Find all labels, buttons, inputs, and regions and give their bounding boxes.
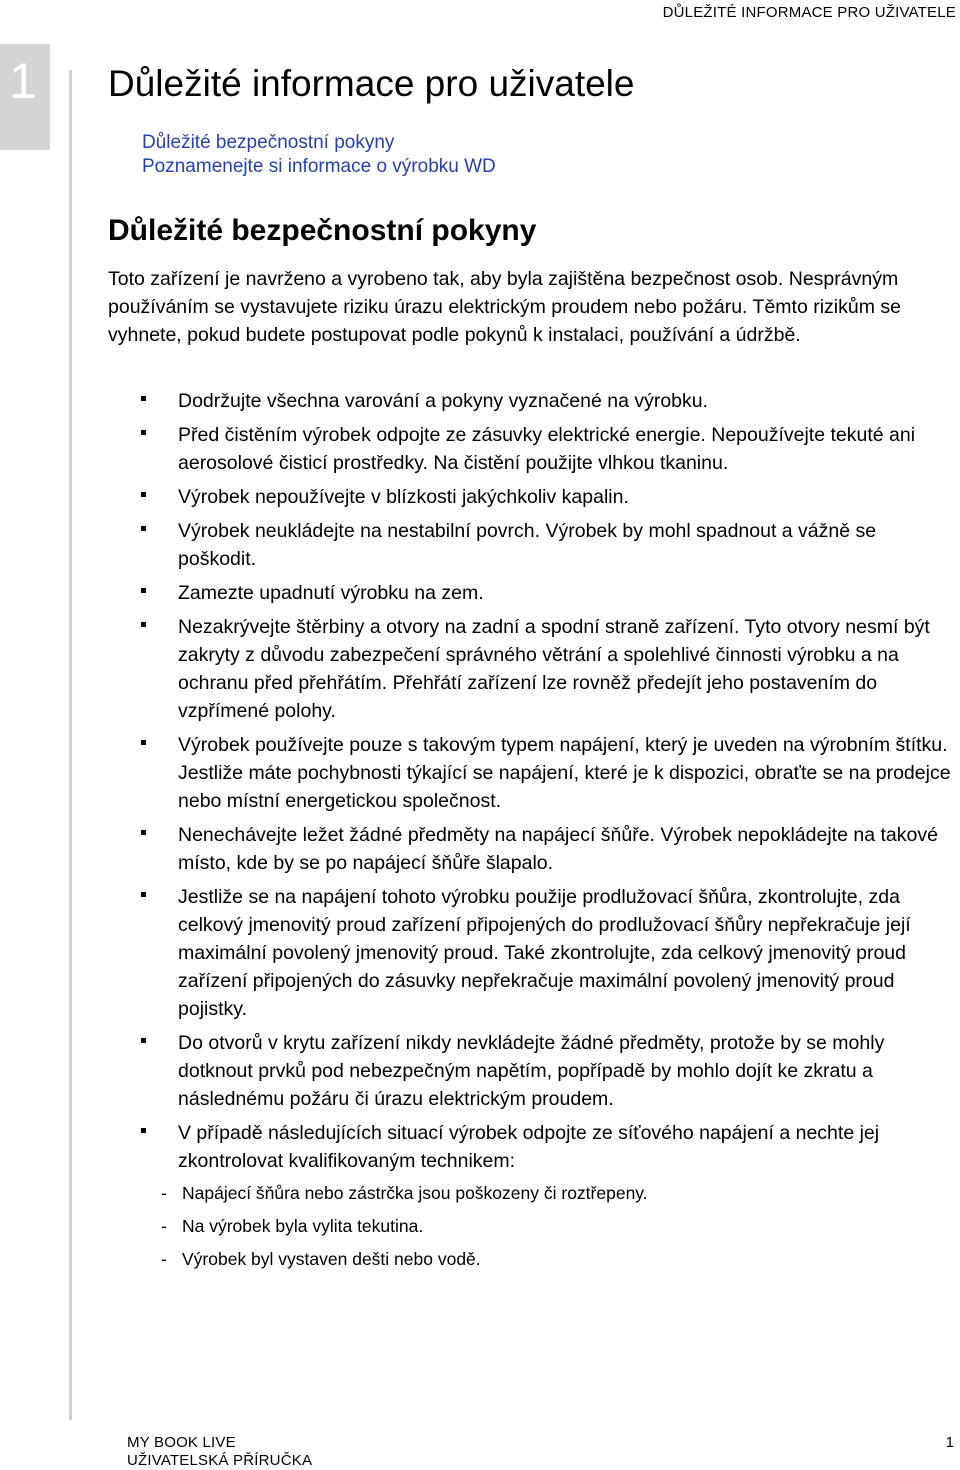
page-number: 1 [945, 1434, 954, 1451]
list-item: Nezakrývejte štěrbiny a otvory na zadní a spodní straně zařízení. Tyto otvory nesmí být zakryty z důvodu zabezpečení správného větrání a spolehlivé činnosti výrobku a na ochranu před přehřátím. Přehřátí zařízení lze rovněž předejít jeho postavením do vzpřímené polohy. [108, 613, 958, 725]
sub-list [178, 1181, 958, 1271]
list-item: Dodržujte všechna varování a pokyny vyznačené na výrobku. [108, 387, 958, 415]
sub-list-item: - Výrobek byl vystaven dešti nebo vodě. [168, 1247, 958, 1271]
list-item: Jestliže se na napájení tohoto výrobku použije prodlužovací šňůra, zkontrolujte, zda celkový jmenovitý proud zařízení připojených do prodlužovací šňůry nepřekračuje její maximální povolený jmenovitý proud. Také zkontrolujte, zda celkový jmenovitý proud zařízení připojených do zásuvky nepřekračuje maximální povolený jmenovitý proud pojistky. [108, 883, 958, 1023]
page-title: Důležité informace pro uživatele [108, 63, 635, 104]
toc-link-safety[interactable]: Důležité bezpečnostní pokyny [142, 132, 395, 153]
list-item: Nenechávejte ležet žádné předměty na napájecí šňůře. Výrobek nepokládejte na takové místo, kde by se po napájecí šňůře šlapalo. [108, 821, 958, 877]
page-footer [127, 1434, 312, 1470]
vertical-rule [69, 70, 72, 1420]
list-item-text: V případě následujících situací výrobek odpojte ze síťového napájení a nechte jej zkontrolovat kvalifikovaným technikem: [178, 1122, 880, 1172]
list-item: Zamezte upadnutí výrobku na zem. [108, 579, 958, 607]
sub-list-item: - Na výrobek byla vylita tekutina. [168, 1214, 958, 1238]
toc-link-product-info[interactable]: Poznamenejte si informace o výrobku WD [142, 156, 496, 177]
chapter-contents [142, 131, 496, 179]
intro-paragraph: Toto zařízení je navrženo a vyrobeno tak, aby byla zajištěna bezpečnost osob. Nesprávným používáním se vystavujete riziku úrazu elektrickým proudem nebo požáru. Těmto rizikům se vyhnete, pokud budete postupovat podle pokynů k instalaci, používání a údržbě. [108, 268, 901, 346]
footer-manual: UŽIVATELSKÁ PŘÍRUČKA [127, 1452, 313, 1469]
list-item: Výrobek nepoužívejte v blízkosti jakýchkoliv kapalin. [108, 483, 958, 511]
footer-product: MY BOOK LIVE [127, 1434, 236, 1451]
chapter-number: 1 [9, 53, 37, 109]
sub-list-item: - Napájecí šňůra nebo zástrčka jsou poškozeny či roztřepeny. [168, 1181, 958, 1205]
list-item: Do otvorů v krytu zařízení nikdy nevkládejte žádné předměty, protože by se mohly dotknout prvků pod nebezpečným napětím, popřípadě by mohlo dojít ke zkratu a následnému požáru či úrazu elektrickým proudem. [108, 1029, 958, 1113]
list-item-with-subitems [108, 1119, 958, 1271]
list-item: Výrobek používejte pouze s takovým typem napájení, který je uveden na výrobním štítku. Jestliže máte pochybnosti týkající se napájení, které je k dispozici, obraťte se na prodejce nebo místní energetickou společnost. [108, 731, 958, 815]
section-heading: Důležité bezpečnostní pokyny [108, 214, 537, 247]
safety-list [108, 387, 958, 1280]
list-item: Před čistěním výrobek odpojte ze zásuvky elektrické energie. Nepoužívejte tekuté ani aerosolové čisticí prostředky. Na čistění použijte vlhkou tkaninu. [108, 421, 958, 477]
list-item: Výrobek neukládejte na nestabilní povrch. Výrobek by mohl spadnout a vážně se poškodit. [108, 517, 958, 573]
running-header: DŮLEŽITÉ INFORMACE PRO UŽIVATELE [662, 4, 956, 21]
